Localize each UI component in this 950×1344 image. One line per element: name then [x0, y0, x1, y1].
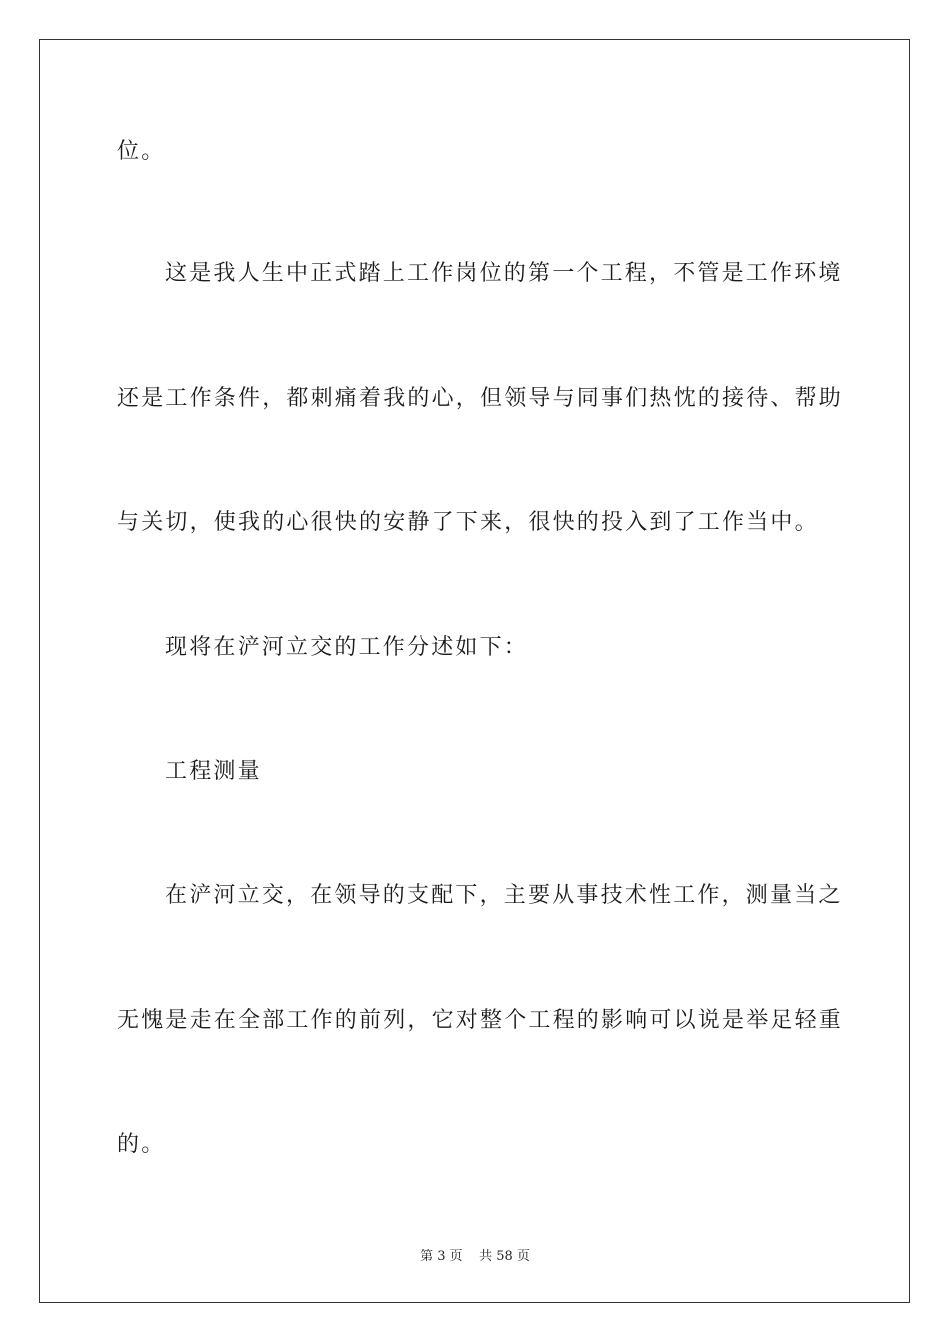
page-border [39, 39, 910, 1303]
text-line-3: 还是工作条件，都刺痛着我的心，但领导与同事们热忱的接待、帮助 [117, 386, 844, 411]
paragraph-start-line: 这是我人生中正式踏上工作岗位的第一个工程，不管是工作环境 [165, 261, 843, 286]
paragraph-start-line-2: 在浐河立交，在领导的支配下，主要从事技术性工作，测量当之 [165, 883, 843, 908]
paragraph-intro-line: 现将在浐河立交的工作分述如下： [165, 635, 529, 660]
page-number-footer: 第 3 页 共 58 页 [420, 1249, 530, 1264]
section-heading: 工程测量 [165, 759, 262, 784]
text-line-1: 位。 [117, 139, 166, 164]
text-line-8: 无愧是走在全部工作的前列，它对整个工程的影响可以说是举足轻重 [117, 1008, 844, 1033]
text-line-4: 与关切，使我的心很快的安静了下来，很快的投入到了工作当中。 [117, 510, 819, 535]
text-line-9: 的。 [117, 1132, 166, 1157]
